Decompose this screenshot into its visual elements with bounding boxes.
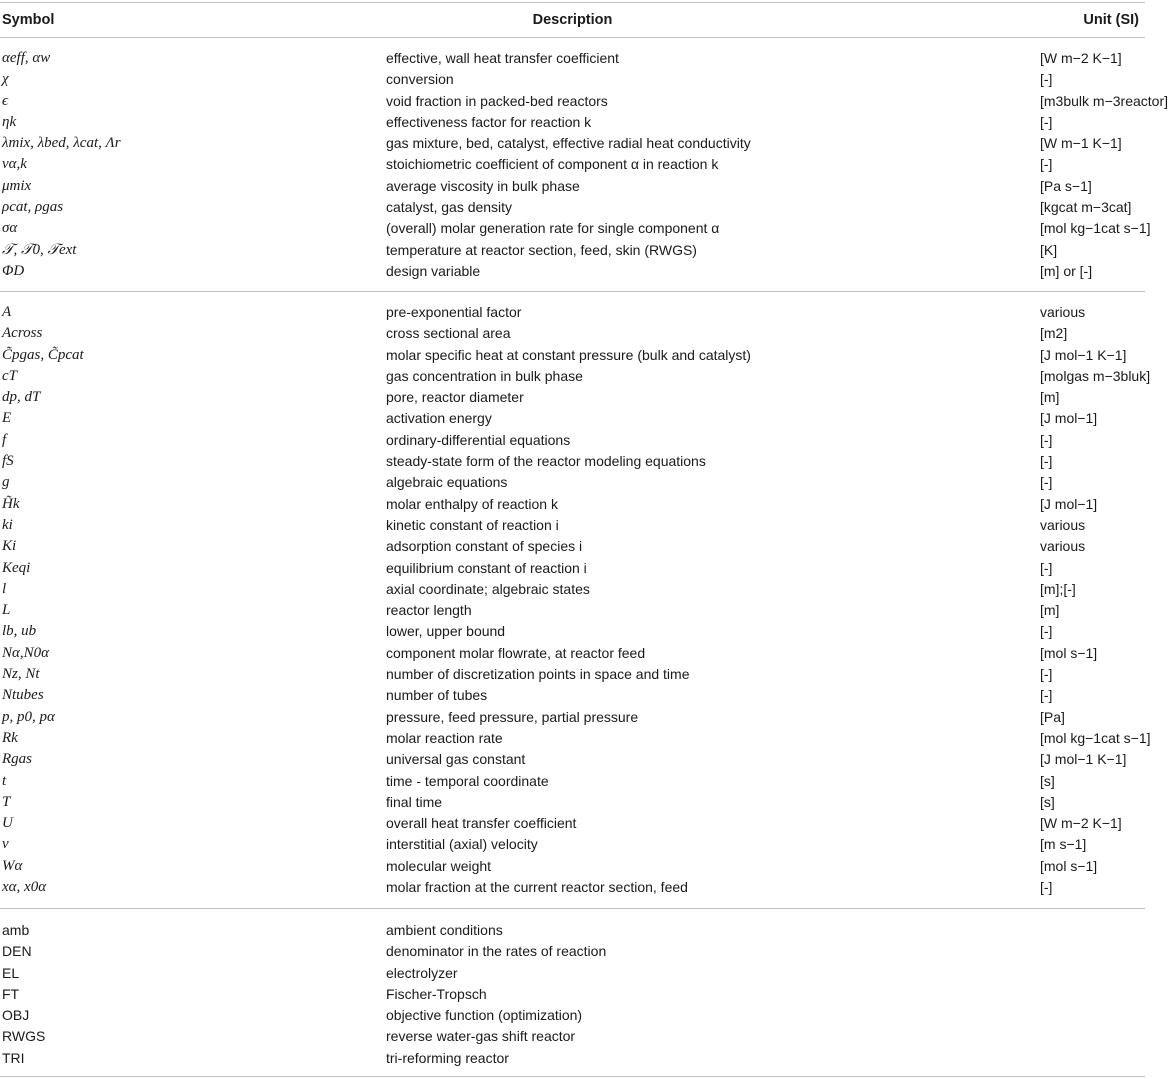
- table-row: [0, 261, 1145, 282]
- description-cell: interstitial (axial) velocity: [386, 836, 538, 853]
- table-row: [0, 963, 1145, 984]
- table-row: [0, 664, 1145, 685]
- header-rule: [0, 37, 1145, 38]
- table-row: [0, 579, 1145, 600]
- table-row: [0, 856, 1145, 877]
- description-cell: gas concentration in bulk phase: [386, 367, 583, 384]
- section-rule: [0, 908, 1145, 909]
- header-unit: Unit (SI): [1083, 12, 1139, 28]
- description-cell: axial coordinate; algebraic states: [386, 580, 590, 597]
- description-cell: molar reaction rate: [386, 729, 503, 746]
- description-cell: molar specific heat at constant pressure (bulk and catalyst): [386, 346, 751, 363]
- table-row: [0, 834, 1145, 855]
- table-row: [0, 920, 1145, 941]
- table-row: [0, 771, 1145, 792]
- symbol-cell: t: [2, 772, 7, 789]
- table-row: [0, 451, 1145, 472]
- abbreviations-section: [0, 920, 1145, 1069]
- table-row: [0, 133, 1145, 154]
- unit-cell: [m]: [1040, 602, 1060, 619]
- table-row: [0, 792, 1145, 813]
- symbol-cell: ρcat, ρgas: [2, 199, 64, 216]
- description-cell: final time: [386, 793, 443, 810]
- description-cell: steady-state form of the reactor modeling equations: [386, 453, 706, 470]
- description-cell: ambient conditions: [386, 922, 503, 938]
- symbol-cell: Ki: [2, 538, 17, 555]
- unit-cell: [W m−2 K−1]: [1040, 50, 1122, 66]
- table-row: [0, 472, 1145, 493]
- unit-cell: various: [1040, 304, 1086, 320]
- table-row: [0, 240, 1145, 261]
- table-row: [0, 345, 1145, 366]
- description-cell: tri-reforming reactor: [386, 1049, 509, 1066]
- symbol-cell: Rk: [2, 729, 18, 746]
- table-row: [0, 387, 1145, 408]
- table-row: [0, 515, 1145, 536]
- table-row: [0, 323, 1145, 344]
- section-rule: [0, 291, 1145, 292]
- unit-cell: [m s−1]: [1040, 836, 1087, 853]
- description-cell: ordinary-differential equations: [386, 431, 571, 448]
- unit-cell: [1040, 1048, 1145, 1069]
- description-cell: pressure, feed pressure, partial pressure: [386, 708, 639, 725]
- description-cell: design variable: [386, 262, 481, 279]
- table-row: [0, 1005, 1145, 1026]
- symbol-cell: Nz, Nt: [2, 666, 40, 683]
- latin-symbols-section: [0, 302, 1151, 898]
- symbol-cell: f: [2, 431, 7, 448]
- symbol-cell: ϵ: [2, 92, 9, 109]
- description-cell: number of discretization points in space and time: [386, 666, 690, 683]
- greek-symbols-section: [0, 48, 1168, 282]
- symbol-cell: C̃pgas, C̃pcat: [2, 346, 84, 363]
- unit-cell: [molgas m−3bluk]: [1040, 367, 1151, 384]
- symbol-cell: lb, ub: [2, 623, 37, 640]
- description-cell: molecular weight: [386, 857, 492, 874]
- symbol-cell: χ: [2, 71, 9, 88]
- symbol-cell: FT: [2, 985, 20, 1002]
- unit-cell: [1040, 1026, 1145, 1047]
- symbol-cell: l: [2, 580, 7, 597]
- unit-cell: [-]: [1040, 453, 1053, 470]
- unit-cell: [mol s−1]: [1040, 857, 1098, 874]
- symbol-cell: TRI: [2, 1049, 25, 1066]
- description-cell: conversion: [386, 71, 454, 88]
- description-cell: catalyst, gas density: [386, 199, 513, 216]
- unit-cell: [-]: [1040, 879, 1053, 896]
- table-row: [0, 621, 1145, 642]
- unit-cell: [W m−2 K−1]: [1040, 815, 1122, 832]
- unit-cell: [m]: [1040, 389, 1060, 406]
- table-row: [0, 813, 1145, 834]
- symbol-cell: σα: [2, 220, 18, 237]
- description-cell: overall heat transfer coefficient: [386, 815, 577, 832]
- description-cell: number of tubes: [386, 687, 488, 704]
- unit-cell: [-]: [1040, 474, 1053, 491]
- table-row: [0, 112, 1145, 133]
- unit-cell: [s]: [1040, 772, 1055, 789]
- unit-cell: [kgcat m−3cat]: [1040, 199, 1132, 216]
- description-cell: temperature at reactor section, feed, skin (RWGS): [386, 241, 697, 258]
- table-row: [0, 197, 1145, 218]
- description-cell: void fraction in packed-bed reactors: [386, 92, 608, 109]
- symbol-cell: Wα: [2, 857, 23, 874]
- symbol-cell: EL: [2, 964, 20, 981]
- symbol-cell: g: [2, 474, 10, 491]
- table-row: [0, 408, 1145, 429]
- symbol-cell: cT: [2, 367, 17, 384]
- symbol-cell: Rgas: [2, 751, 32, 768]
- symbol-cell: p, p0, pα: [2, 708, 55, 725]
- description-cell: effectiveness factor for reaction k: [386, 113, 592, 130]
- unit-cell: [-]: [1040, 687, 1053, 704]
- bottom-rule: [0, 1076, 1145, 1077]
- table-row: [0, 366, 1151, 387]
- description-cell: cross sectional area: [386, 325, 511, 342]
- unit-cell: [-]: [1040, 71, 1053, 88]
- unit-cell: [1040, 1005, 1145, 1026]
- table-row: [0, 48, 1145, 69]
- unit-cell: [m2]: [1040, 325, 1068, 342]
- table-row: [0, 176, 1145, 197]
- description-cell: lower, upper bound: [386, 623, 506, 640]
- table-row: [0, 218, 1151, 239]
- symbol-cell: λmix, λbed, λcat, Λr: [2, 135, 121, 152]
- symbol-cell: A: [2, 304, 12, 320]
- description-cell: equilibrium constant of reaction i: [386, 559, 587, 576]
- description-cell: pore, reactor diameter: [386, 389, 524, 406]
- unit-cell: [J mol−1]: [1040, 410, 1098, 427]
- unit-cell: [1040, 941, 1145, 962]
- description-cell: (overall) molar generation rate for single component α: [386, 220, 720, 237]
- table-row: [0, 749, 1145, 770]
- symbol-cell: ΦD: [2, 262, 25, 279]
- symbol-cell: v: [2, 836, 9, 853]
- symbol-cell: dp, dT: [2, 389, 41, 406]
- symbol-cell: U: [2, 815, 13, 832]
- header-symbol: Symbol: [2, 12, 55, 28]
- table-row: [0, 494, 1145, 515]
- unit-cell: [-]: [1040, 623, 1053, 640]
- unit-cell: various: [1040, 516, 1086, 533]
- header-description: Description: [532, 12, 613, 28]
- table-row: [0, 941, 1145, 962]
- unit-cell: [-]: [1040, 113, 1053, 130]
- description-cell: Fischer-Tropsch: [386, 985, 487, 1002]
- unit-cell: [J mol−1]: [1040, 495, 1098, 512]
- unit-cell: [1040, 963, 1145, 984]
- description-cell: gas mixture, bed, catalyst, effective radial heat conductivity: [386, 135, 751, 152]
- unit-cell: [J mol−1 K−1]: [1040, 346, 1127, 363]
- table-row: [0, 69, 1145, 90]
- unit-cell: [s]: [1040, 793, 1055, 810]
- symbol-cell: ki: [2, 516, 13, 533]
- symbol-cell: 𝒯, 𝒯0, 𝒯ext: [2, 241, 77, 258]
- unit-cell: [-]: [1040, 666, 1053, 683]
- unit-cell: [K]: [1040, 241, 1058, 258]
- symbol-cell: να,k: [2, 156, 27, 173]
- symbol-cell: OBJ: [2, 1007, 30, 1024]
- symbol-cell: Nα,N0α: [2, 644, 50, 661]
- description-cell: component molar flowrate, at reactor feed: [386, 644, 646, 661]
- top-rule: [0, 2, 1145, 3]
- symbol-cell: μmix: [2, 177, 32, 194]
- symbol-cell: Keqi: [2, 559, 31, 576]
- symbol-cell: amb: [2, 922, 30, 938]
- symbol-cell: DEN: [2, 943, 32, 960]
- unit-cell: [1040, 984, 1145, 1005]
- table-row: [0, 600, 1145, 621]
- unit-cell: [m] or [-]: [1040, 262, 1093, 279]
- description-cell: stoichiometric coefficient of component α in reaction k: [386, 156, 719, 173]
- table-row: [0, 536, 1145, 557]
- unit-cell: [m];[-]: [1040, 580, 1076, 597]
- symbol-cell: H̃k: [2, 495, 20, 512]
- symbol-cell: Across: [2, 325, 43, 342]
- unit-cell: [-]: [1040, 156, 1053, 173]
- unit-cell: [mol kg−1cat s−1]: [1040, 729, 1151, 746]
- table-row: [0, 154, 1145, 175]
- table-row: [0, 91, 1168, 112]
- description-cell: electrolyzer: [386, 964, 458, 981]
- unit-cell: [Pa s−1]: [1040, 177, 1092, 194]
- unit-cell: [-]: [1040, 431, 1053, 448]
- table-row: [0, 558, 1145, 579]
- table-row: [0, 1048, 1145, 1069]
- description-cell: activation energy: [386, 410, 492, 427]
- table-row: [0, 302, 1145, 323]
- table-row: [0, 685, 1145, 706]
- table-row: [0, 728, 1151, 749]
- unit-cell: [J mol−1 K−1]: [1040, 751, 1127, 768]
- description-cell: average viscosity in bulk phase: [386, 177, 580, 194]
- symbol-cell: fS: [2, 453, 14, 470]
- description-cell: universal gas constant: [386, 751, 526, 768]
- description-cell: algebraic equations: [386, 474, 508, 491]
- description-cell: effective, wall heat transfer coefficient: [386, 50, 619, 66]
- symbol-cell: αeff, αw: [2, 50, 51, 66]
- unit-cell: [m3bulk m−3reactor]: [1040, 92, 1168, 109]
- description-cell: objective function (optimization): [386, 1007, 583, 1024]
- description-cell: reverse water-gas shift reactor: [386, 1028, 576, 1045]
- table-row: [0, 877, 1145, 898]
- symbol-cell: RWGS: [2, 1028, 46, 1045]
- table-row: [0, 430, 1145, 451]
- unit-cell: [W m−1 K−1]: [1040, 135, 1122, 152]
- unit-cell: various: [1040, 538, 1086, 555]
- table-row: [0, 1026, 1145, 1047]
- table-row: [0, 643, 1145, 664]
- description-cell: denominator in the rates of reaction: [386, 943, 607, 960]
- description-cell: kinetic constant of reaction i: [386, 516, 559, 533]
- unit-cell: [Pa]: [1040, 708, 1065, 725]
- symbol-cell: E: [2, 410, 12, 427]
- symbol-cell: T: [2, 793, 11, 810]
- unit-cell: [mol kg−1cat s−1]: [1040, 220, 1151, 237]
- unit-cell: [mol s−1]: [1040, 644, 1098, 661]
- description-cell: molar enthalpy of reaction k: [386, 495, 558, 512]
- description-cell: pre-exponential factor: [386, 304, 522, 320]
- description-cell: time - temporal coordinate: [386, 772, 549, 789]
- symbol-cell: ηk: [2, 113, 17, 130]
- symbol-cell: xα, x0α: [2, 879, 47, 896]
- description-cell: molar fraction at the current reactor section, feed: [386, 879, 688, 896]
- unit-cell: [1040, 920, 1145, 941]
- table-row: [0, 984, 1145, 1005]
- description-cell: adsorption constant of species i: [386, 538, 583, 555]
- unit-cell: [-]: [1040, 559, 1053, 576]
- table-row: [0, 707, 1145, 728]
- description-cell: reactor length: [386, 602, 472, 619]
- symbol-cell: L: [2, 602, 11, 619]
- symbol-cell: Ntubes: [2, 687, 44, 704]
